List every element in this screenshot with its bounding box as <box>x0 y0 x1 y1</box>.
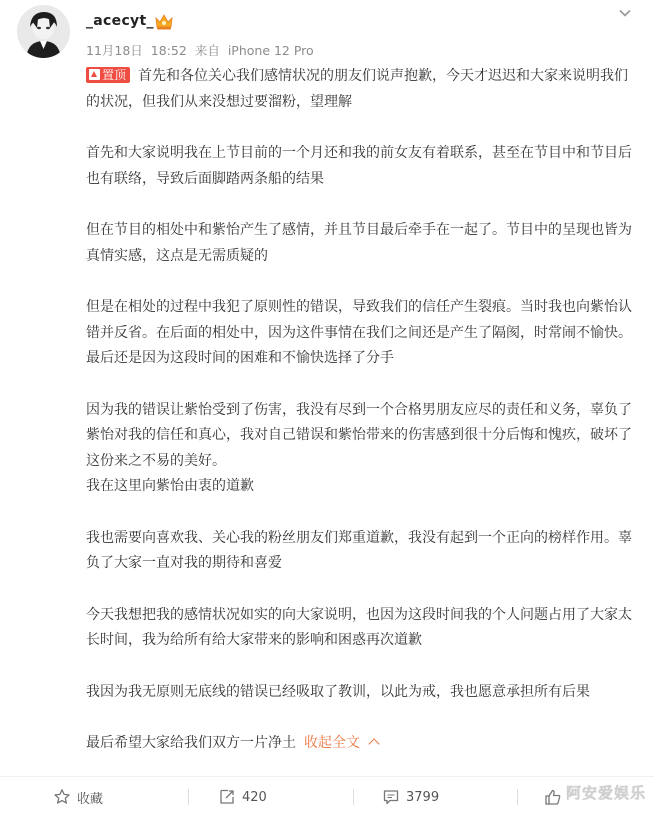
paragraph-1 <box>86 64 634 115</box>
paragraph-5: 因为我的错误让紫怡受到了伤害，我没有尽到一个合格男朋友应尽的责任和义务，辜负了紫怡对我的信任和真心，我对自己错误和紫怡带来的伤害感到很十分后悔和愧疚，破坏了这份来之不易的美好。 <box>86 401 632 469</box>
repost-icon <box>218 788 236 806</box>
post-content <box>86 64 634 757</box>
favorite-button[interactable] <box>53 785 103 809</box>
pin-badge <box>86 67 130 83</box>
repost-button[interactable] <box>218 785 267 809</box>
favorite-label: 收藏 <box>77 791 104 807</box>
paragraph-9: 我因为我无原则无底线的错误已经吸取了教训，以此为戒，我也愿意承担所有后果 <box>86 683 590 700</box>
comment-count: 3799 <box>406 789 440 805</box>
pin-icon <box>89 69 100 80</box>
comment-icon <box>382 788 400 806</box>
repost-count: 420 <box>242 789 267 805</box>
comment-button[interactable] <box>382 785 439 809</box>
avatar-image <box>17 5 70 58</box>
paragraph-10 <box>86 731 634 757</box>
action-bar <box>0 785 654 811</box>
avatar[interactable] <box>17 5 70 58</box>
chevron-down-icon[interactable] <box>618 6 632 20</box>
pin-label: 置顶 <box>102 68 127 82</box>
separator <box>353 789 354 805</box>
collapse-label: 收起全文 <box>304 735 360 751</box>
post-meta <box>86 41 318 59</box>
paragraph-text: 首先和各位关心我们感情状况的朋友们说声抱歉，今天才迟迟和大家来说明我们的状况，但我们从来没想过要溜粉，望理解 <box>86 68 629 110</box>
post-time: 18:52 <box>150 43 187 58</box>
like-button[interactable] <box>544 785 568 809</box>
paragraph-4: 但是在相处的过程中我犯了原则性的错误，导致我们的信任产生裂痕。当时我也向紫怡认错并反省。在后面的相处中，因为这件事情在我们之间还是产生了隔阂，时常闹不愉快。最后还是因为这段时间的困难和不愉快选择了分手 <box>86 299 632 366</box>
like-icon <box>544 788 562 806</box>
separator <box>517 789 518 805</box>
paragraph-2: 首先和大家说明我在上节目前的一个月还和我的前女友有着联系，甚至在节目中和节目后也有联络，导致后面脚踏两条船的结果 <box>86 145 632 187</box>
paragraph-text: 最后希望大家给我们双方一片净土 <box>86 735 296 751</box>
post-date: 11月18日 <box>86 43 143 58</box>
watermark: 阿安爱娱乐 <box>565 784 646 802</box>
star-icon <box>53 788 71 806</box>
separator <box>188 789 189 805</box>
paragraph-7: 我也需要向喜欢我、关心我的粉丝朋友们郑重道歉，我没有起到一个正向的榜样作用。辜负了大家一直对我的期待和喜爱 <box>86 529 632 571</box>
post-device[interactable]: iPhone 12 Pro <box>227 43 314 58</box>
paragraph-8: 今天我想把我的感情状况如实的向大家说明，也因为这段时间我的个人问题占用了大家太长时间，我为给所有给大家带来的影响和困惑再次道歉 <box>86 606 632 648</box>
paragraph-3: 但在节目的相处中和紫怡产生了感情，并且节目最后牵手在一起了。节目中的呈现也皆为真情实感，这点是无需质疑的 <box>86 222 632 264</box>
vip-crown-icon[interactable] <box>153 11 175 31</box>
post-source-prefix: 来自 <box>194 43 220 58</box>
chevron-up-icon <box>368 738 379 749</box>
username[interactable]: _acecyt_ <box>86 13 154 29</box>
collapse-link[interactable] <box>304 735 378 751</box>
paragraph-6: 我在这里向紫怡由衷的道歉 <box>86 478 254 494</box>
divider <box>0 776 654 777</box>
